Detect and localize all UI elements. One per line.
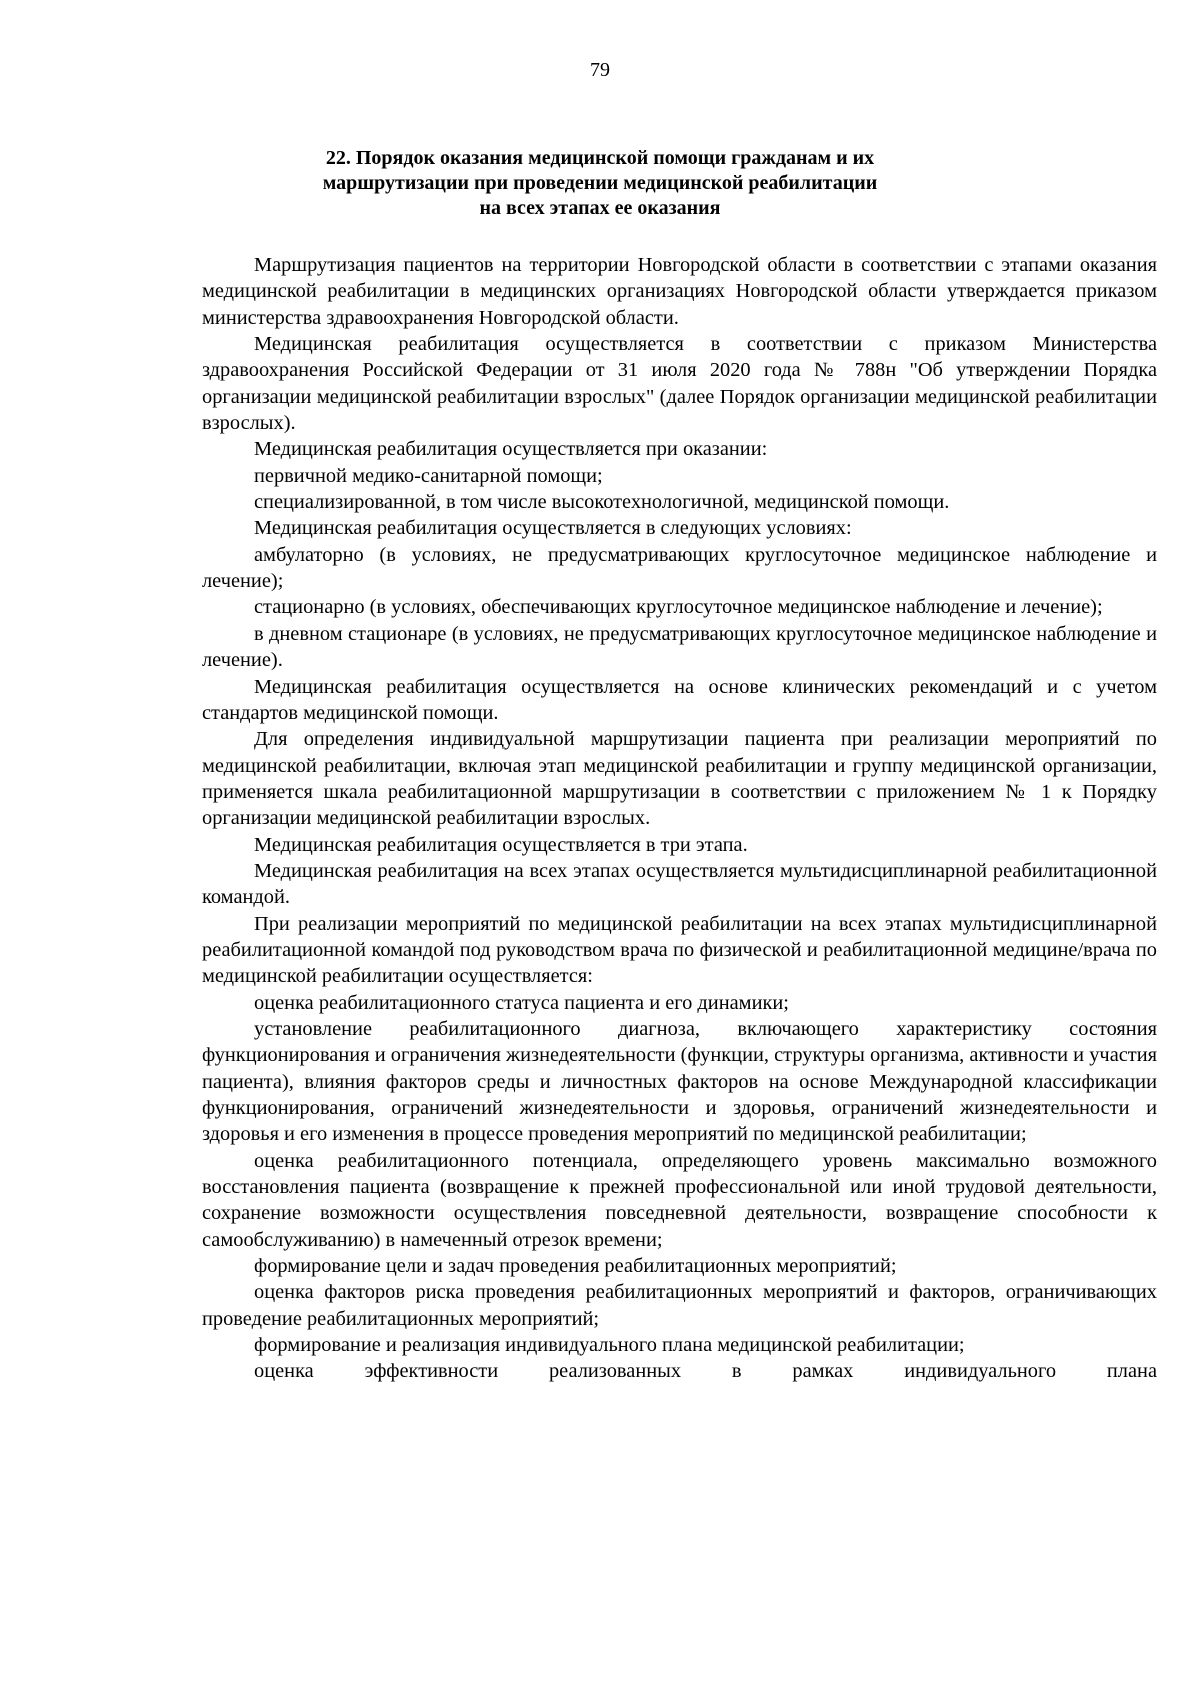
section-title-line: на всех этапах ее оказания [479,197,721,219]
document-body [202,252,1157,1385]
section-title-line: 22. Порядок оказания медицинской помощи гражданам и их [325,147,875,169]
section-title-line: маршрутизации при проведении медицинской реабилитации [322,172,878,194]
paragraph: Медицинская реабилитация осуществляется при оказании: [254,438,768,461]
paragraph: оценка эффективности реализованных в рамках индивидуального плана [254,1360,1157,1383]
paragraph: установление реабилитационного диагноза, включающего характеристику состояния функционирования и ограничения жизнедеятельности (функции, структуры организма, активности и участия пациента), влияния факторов среды и личностных факторов на основе Международной классификации функционирования, ограничений жизнедеятельности и здоровья, ограничений жизнедеятельности и здоровья и его изменения в процессе проведения мероприятий по медицинской реабилитации; [202,1017,1157,1146]
paragraph: Медицинская реабилитация осуществляется в следующих условиях: [254,517,852,540]
paragraph: Медицинская реабилитация осуществляется в три этапа. [254,833,748,856]
page-number: 79 [590,59,610,81]
paragraph: При реализации мероприятий по медицинской реабилитации на всех этапах мультидисциплинарной реабилитационной командой под руководством врача по физической и реабилитационной медицине/врача по медицинской реабилитации осуществляется: [202,912,1157,988]
paragraph: формирование цели и задач проведения реабилитационных мероприятий; [254,1255,897,1278]
paragraph: оценка факторов риска проведения реабилитационных мероприятий и факторов, ограничивающих проведение реабилитационных мероприятий; [202,1281,1157,1330]
paragraph: специализированной, в том числе высокотехнологичной, медицинской помощи. [254,491,950,514]
paragraph: стационарно (в условиях, обеспечивающих круглосуточное медицинское наблюдение и лечение); [254,596,1103,619]
paragraph: Маршрутизация пациентов на территории Новгородской области в соответствии с этапами оказания медицинской реабилитации в медицинских организациях Новгородской области утверждается приказом министерства здравоохранения Новгородской области. [202,254,1157,329]
paragraph: Для определения индивидуальной маршрутизации пациента при реализации мероприятий по медицинской реабилитации, включая этап медицинской реабилитации и группу медицинской организации, применяется шкала реабилитационной маршрутизации в соответствии с приложением № 1 к Порядку организации медицинской реабилитации взрослых. [202,728,1157,830]
paragraph: Медицинская реабилитация осуществляется в соответствии с приказом Министерства здравоохранения Российской Федерации от 31 июля 2020 года № 788н "Об утверждении Порядка организации медицинской реабилитации взрослых" (далее Порядок организации медицинской реабилитации взрослых). [202,333,1157,435]
section-title [200,146,1000,221]
paragraph: оценка реабилитационного статуса пациента и его динамики; [254,991,789,1014]
paragraph: первичной медико-санитарной помощи; [254,464,603,487]
paragraph: оценка реабилитационного потенциала, определяющего уровень максимально возможного восстановления пациента (возвращение к прежней профессиональной или иной трудовой деятельности, сохранение возможности осуществления повседневной деятельности, возвращение способности к самообслуживанию) в намеченный отрезок времени; [202,1149,1157,1251]
paragraph: Медицинская реабилитация на всех этапах осуществляется мультидисциплинарной реабилитационной командой. [202,859,1157,909]
paragraph: в дневном стационаре (в условиях, не предусматривающих круглосуточное медицинское наблюдение и лечение). [202,622,1157,672]
paragraph: амбулаторно (в условиях, не предусматривающих круглосуточное медицинское наблюдение и лечение); [202,543,1157,593]
paragraph: формирование и реализация индивидуального плана медицинской реабилитации; [254,1334,965,1357]
paragraph: Медицинская реабилитация осуществляется на основе клинических рекомендаций и с учетом стандартов медицинской помощи. [202,675,1157,724]
